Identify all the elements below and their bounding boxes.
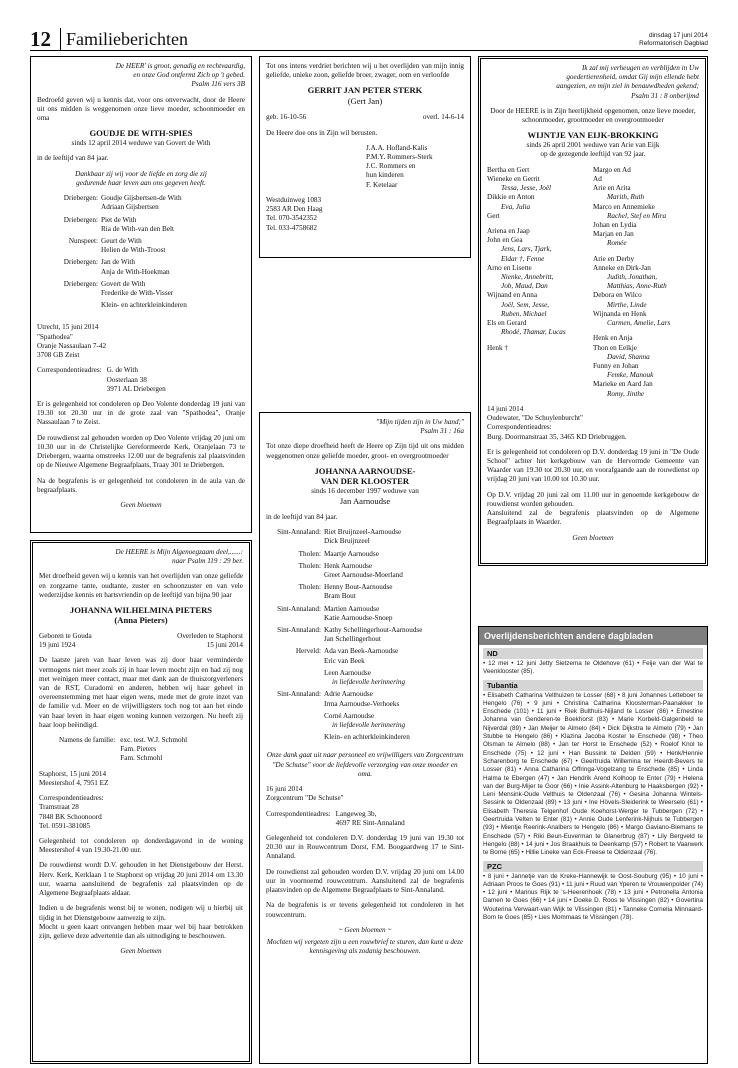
condolence-info: Gelegenheid tot condoleren D.V. donderdag 19 juni van 19.30 tot 20.30 uur in Rouwcentrum Dorst, F.M. Boogaardweg 17 te Sint-Annaland. [266, 833, 464, 861]
correspondence: Correspondentieadres: Tramstraat 28 7848 BK Schoonoord Tel. 0591-381085 [39, 794, 243, 831]
grandchildren-names: Nienke, Annebritt, [501, 273, 554, 282]
family-names [324, 605, 392, 623]
header-date-block [639, 32, 708, 48]
address-line: Meestershof 4, 7951 EZ [39, 778, 109, 787]
family-couple: Els en Gerard [487, 319, 527, 328]
birth-death: Geboren te Gouda 19 juni 1924 Overleden te Staphorst 15 juni 2014 [39, 631, 243, 650]
address-line: Tel. 070-3542352 [266, 214, 317, 223]
after-burial-info: Na de begrafenis is er tevens gelegenheid tot condoleren in het rouwcentrum. [266, 901, 464, 919]
family-couple: Ariena en Jaap [487, 226, 530, 235]
other-newspapers-title: Overlijdensberichten andere dagbladen [479, 627, 707, 645]
family-couple: John en Gea [487, 236, 523, 245]
family-couple: Arie en Arita [593, 184, 631, 193]
family-place: Herveld: [295, 647, 321, 656]
family-couple: Debora en Wilco [593, 291, 642, 300]
family-entry [266, 733, 464, 742]
family-name: Frederike de With-Visser [101, 289, 174, 298]
family-couple: Anneke en Dirk-Jan [593, 263, 651, 272]
family-entry [37, 194, 245, 212]
attendance-note: Indien u de begrafenis wenst bij te wonen, nodigen wij u hierbij uit tijdig in het Dienstgebouw aanwezig te zijn. [39, 904, 243, 922]
family-couple: Funny en Johan [593, 362, 639, 370]
family-name: Klein- en achterkleinkinderen [324, 733, 410, 742]
condolence-info: Er is gelegenheid tot condoleren op D.V. donderdag 19 juni in "De Oude School" achter het kerkgebouw van de Hervormde Gemeente van Waarder van 19.30 tot 20.30 uur, en voorafgaande aan de rouwdienst op vrijdag 20 juni van 10.00 tot 10.30 uur. [487, 447, 699, 484]
newspaper-tag: ND [483, 648, 703, 659]
family-entry [37, 301, 245, 310]
age: in de leeftijd van 84 jaar. [266, 512, 338, 521]
service-info: De rouwdienst zal gehouden worden op Deo Volente vrijdag 20 juni om 10.30 uur in de Christelijke Gereformeerde Kerk, Oranjelaan 73 te Driebergen, waarna omstreeks 12.00 uur de begrafenis zal plaatsvinden op de Nieuwe Algemene Begraafplaats, Traay 301 te Driebergen. [37, 433, 245, 470]
family-name: Riet Bruijnzeel-Aarnoudse [324, 528, 402, 537]
family-name: Kathy Schellingerhout-Aarnoudse [324, 626, 423, 635]
family-line: Fam. Pieters [120, 745, 157, 754]
thanks: Onze dank gaat uit naar personeel en vrijwilligers van Zorgcentrum "De Schutse" voor de liefdevolle verzorging van onze moeder en oma. [266, 751, 464, 778]
family-names [324, 647, 398, 665]
grandchildren-names: Eva, Julia [501, 202, 531, 211]
grandchildren-names: Carmen, Amelie, Lars [607, 319, 671, 328]
newspaper-section [483, 648, 703, 677]
family-entry [266, 626, 464, 644]
grandchildren-names: Ruben, Michael [501, 309, 547, 318]
verse: Ik zal mij verheugen en verblijden in Uw goedertierenheid, omdat Gij mijn ellende hebt aangezien, en mijn ziel in benauwdheden gekend; Psalm 31 : 8 onberijmd [556, 64, 699, 100]
grandchildren-names: Matthias, Anne-Ruth [607, 282, 667, 291]
grandchildren-names: Rhodé, Thamar, Lucas [501, 328, 566, 337]
family-name: Jan Schellingerhout [324, 635, 381, 644]
grandchildren-names: Rachel, Stef en Mira [607, 211, 667, 220]
family-list [37, 194, 245, 313]
family-name: Henny Bout-Aarnoudse [324, 583, 393, 592]
family-line: Fam. Schmohl [120, 754, 163, 763]
family-columns [487, 166, 699, 399]
family-place: Driebergen: [63, 215, 98, 224]
correspondence-line: Langeweg 3b, [335, 809, 377, 818]
address-line: Oudewater, "De Schuylenburcht" [487, 414, 583, 423]
family-signature: Namens de familie: exc. test. W.J. Schmohl Fam. Pieters Fam. Schmohl [59, 736, 188, 763]
closing-note: Geen bloemen [572, 533, 614, 542]
family-name: Piet de With [101, 215, 137, 224]
family-name: Ria de With-van den Belt [101, 224, 175, 233]
family-line: J.C. Rommers en [366, 162, 416, 171]
grandchildren-names: David, Shanna [607, 352, 650, 361]
family-line: exc. test. W.J. Schmohl [120, 736, 188, 745]
address-line: Utrecht, 15 juni 2014 [37, 323, 99, 332]
address-line: "Spathodea" [37, 332, 73, 341]
family-entry [266, 528, 464, 546]
family-names [324, 583, 392, 601]
family-couple: Ad [593, 174, 602, 183]
condolence-info: Er is gelegenheid tot condoleren op Deo Volente donderdag 19 juni van 19.30 tot 20.30 uur in de grote zaal van "Spathodea", Oranje Nassaulaan 7 te Zeist. [37, 400, 245, 427]
family-entry [37, 237, 245, 255]
family-names [101, 237, 165, 255]
family-couple: Marieke en Aard Jan [593, 380, 653, 389]
family-name: Adriaan Gijsbertsen [101, 203, 159, 212]
family-couple: Wijnanda en Henk [593, 309, 647, 318]
correspondence-line: G. de With [106, 366, 138, 375]
after-burial-info: Na de begrafenis is er gelegenheid tot condoleren in de aula van de begraafplaats. [37, 476, 245, 494]
family-place: Tholen: [298, 561, 321, 570]
family-name: Henk Aarnoudse [324, 561, 373, 570]
family-place: Driebergen: [63, 194, 98, 203]
address-line: Westduinweg 1083 [266, 195, 322, 204]
family-name: Geurt de With [101, 236, 142, 245]
family-entry [266, 712, 464, 730]
newspaper-entries: • Elisabeth Catharina Velthuizen te Losser (68) • 8 juni Johannes Letteboer te Hengelo (76) • 9 juni • Christina Catharina Kloosterman-Paanakker te Enschede (101) • 11 juni • Riek Bulthuis-Nijland te Losser (86) • Ernestine Johanna van Genderen-te Boekhorst (83) • Marie Korbeld-Galgenbeld te Nijverdal (89) • Jan Meijer te Almelo (84) • Dick Dijkstra te Almelo (79) • Jan Stubbe te Hengelo (86) • Klazina Jacoba Koster te Enschede (98) • Theo Olsman te Almelo (88) • Jan ter Horst te Enschede (52) • Roelof Knol te Enschede (75) • 12 juni • Han Bussink te Delden (59) • Henk/Hennie Scharenborg te Enschede (67) • Geertruida Willemina ter Heerdt-Bevers te Losser (81) • Anna Catharina Offringa-Vogelzang te Enschede (85) • Linda Halma te Ebergen (47) • Jan Hendrik Arend Kolhoop te Enter (79) • Helena van der Burg-Mijer te Goor (66) • Inie Assink-Altenburg te Haaksbergen (92) • Leni Mensink-Oude Velthuis te Oldenzaal (76) • Gesina Johanna Wintels-Sessink te Oldenzaal (89) • 13 juni • Ine Hövels-Sleiderink te Weerselo (61) • Elisabeth Theresia Telgenhof Oude Koehorst-Werger te Tubbergen (72) • Geertruida Velten te Enter (81) • Annie Oude Lenferink-Nijhuis te Tubbergen (93) • Mientje Reerink-Analbers te Hengelo (86) • Margo Gaviano-Biemans te Enschede (57) • Riki Beun-Euverman te Glanerbrug (87) • Lily Bergveld te Hengelo (88) • 14 juni • Jos Braakhuis te Deenkamp (57) • Robert te Vaarwerk te Borne (65) • Hillie Lineke van Eck-Freese te Oldenzaal (76). [483, 691, 703, 857]
family-place: Nunspeet: [68, 236, 98, 245]
grandchildren-names: Jens, Lars, Tjark, [501, 245, 552, 254]
family-place: Tholen: [298, 549, 321, 558]
verse: De HEER' is groot, genadig en rechtvaardig, en onze God ontfermt Zich op 't gebed. Psalm 116 vers 3B [115, 62, 245, 89]
family-couple: Henk † [487, 343, 508, 352]
correspondence-line: Tramstraat 28 [39, 803, 79, 812]
memorial-note: in liefdevolle herinnering [332, 678, 406, 687]
closing-note: ~ Geen bloemen ~ [338, 925, 392, 934]
address-line: Staphorst, 15 juni 2014 [39, 769, 107, 778]
deceased-nickname: (Gert Jan) [347, 96, 383, 107]
family-couple: Thon en Eelkje [593, 343, 637, 352]
family-entry [266, 647, 464, 665]
obituary-de-with [30, 56, 252, 533]
family-name: Anja de With-Hoekman [101, 267, 170, 276]
address-line: Tel. 033-4758682 [266, 223, 317, 232]
family-entry [266, 562, 464, 580]
family-names [101, 216, 174, 234]
family-couple: Henk en Anja [593, 334, 633, 343]
address-line: 14 juni 2014 [487, 404, 524, 413]
newspaper-tag: PZC [483, 861, 703, 872]
family-couple: Johan en Lydia [593, 220, 637, 229]
family-place [266, 733, 324, 742]
family-couple: Wijnand en Anna [487, 291, 538, 300]
family-name: Ada van Beek-Aarnoudse [324, 647, 399, 656]
address-line: Correspondentieadres: [487, 423, 552, 432]
correspondence: Correspondentieadres: Langeweg 3b, 4697 RE Sint-Annaland [266, 809, 405, 827]
service-info: De rouwdienst zal gehouden worden D.V. vrijdag 20 juni om 14.00 uur in voornoemd rouwcentrum. Aansluitend zal de begrafenis plaatsvinden op de Algemene Begraafplaats te Sint-Annaland. [266, 867, 464, 895]
address-line: Zorgcentrum "De Schutse" [266, 794, 344, 803]
family-couple: Arno en Lisette [487, 263, 532, 272]
family-place: Sint-Annaland: [277, 690, 321, 699]
family-line: P.M.Y. Rommers-Sterk [366, 152, 433, 161]
newspaper-entries: • 8 juni • Jannetje van de Kreke-Hannewijk te Oost-Souburg (95) • 10 juni • Adriaan Proos te Goes (91) • 11 juni • Ruud van Yperen te Vrouwenpolder (74) • 12 juni • Marinus Rijk te 's-Heerenhoek (78) • 13 juni • Petronella Antonia Damen te Goes (66) • 14 juni • Doeke D. Roos te Vlissingen (82) • Govertina Wouterina Verwaart-van Wijk te Vlissingen (81) • Tanneke Cornelia Minnaard-Bom te Goes (85) • Lies Mommaas te Vlissingen (78). [483, 872, 703, 922]
address [37, 323, 245, 360]
family-place: Driebergen: [63, 279, 98, 288]
section-title: Familieberichten [60, 28, 188, 50]
family-names [101, 301, 187, 310]
correspondence: Correspondentieadres: G. de With Oosterlaan 38 3971 AL Driebergen [37, 366, 166, 393]
deceased-name: JOHANNA AARNOUDSE- VAN DER KLOOSTER [314, 465, 416, 486]
deceased-nickname: (Anna Pieters) [114, 614, 168, 625]
husband-name: Jan Aarnoudse [339, 495, 391, 506]
grandchildren-names: Tessa, Jesse, Joël [501, 184, 552, 193]
widow-of: sinds 12 april 2014 weduwe van Govert de With [71, 139, 211, 148]
family-entry [266, 690, 464, 708]
family-entry [37, 216, 245, 234]
footnote: Mochten wij vergeten zijn u een rouwbrief te sturen, dan kunt u deze kennisgeving als zodanig beschouwen. [266, 937, 464, 956]
family-line: J.A.A. Hofland-Kalis [366, 143, 428, 152]
address [266, 785, 464, 803]
thanks: Dankbaar zij wij voor de liefde en zorg die zij gedurende haar leven aan ons gegeven heeft. [75, 169, 207, 187]
condolence-info: Gelegenheid tot condoleren op donderdagavond in de woning Meestershof 4 van 19.30-21.00 uur. [39, 837, 243, 855]
obituary-van-eijk [478, 56, 708, 566]
newspaper-tag: Tubantia [483, 680, 703, 691]
family-names [324, 733, 410, 742]
family-couple: Bertha en Gert [487, 165, 530, 174]
family-place [266, 669, 324, 687]
address-line: 3708 GB Zeist [37, 351, 80, 360]
family-name: Klein- en achterkleinkinderen [101, 301, 187, 310]
invitation-note: Mocht u geen kaart ontvangen hebben maar wel bij haar betrokken zijn, gelieve deze advertentie dan als uitnodiging te beschouwen. [39, 922, 243, 940]
family-couple: Marjan en Jan [593, 230, 634, 239]
deceased-name: GOUDJE DE WITH-SPIES [89, 128, 193, 139]
intro: Tot ons intens verdriet berichten wij u het overlijden van mijn innig geliefde, unieke zoon, geliefde broer, zwager, oom en verloofde [266, 62, 464, 80]
family-name: Irma Aarnoudse-Verhoeks [324, 699, 400, 708]
family-names [101, 280, 173, 298]
issue-date: dinsdag 17 juni 2014 [649, 32, 708, 39]
family-names [324, 562, 403, 580]
family-place: Sint-Annaland: [277, 626, 321, 635]
grandchildren-names: Romée [607, 239, 627, 248]
family-name: Corné Aarnoudse [324, 711, 375, 720]
family-name: Bram Bout [324, 592, 356, 601]
address-line: Oranje Nassaulaan 7-42 [37, 341, 107, 350]
family-name: Katie Aarnoudse-Snoep [324, 613, 393, 622]
family-name: Maartje Aarnoudse [324, 549, 379, 558]
family-names [101, 194, 182, 212]
family-couple: Gert [487, 211, 500, 220]
verse: "Mijn tijden zijn in Uw hand;" Psalm 31 : 16a [376, 418, 464, 436]
service-info: De rouwdienst wordt D.V. gehouden in het Dienstgebouw der Herst. Herv. Kerk, Kerklaan 1 te Staphorst op vrijdag 20 juni 2014 om 13.30 uur, waarna aansluitend de begrafenis zal plaatsvinden op de Algemene Begraafplaats aldaar. [39, 861, 243, 898]
family-entry [37, 258, 245, 276]
grandchildren-names: Mirthe, Linde [607, 300, 647, 309]
correspondence-line: Tel. 0591-381085 [39, 821, 90, 830]
family-place: Tholen: [298, 583, 321, 592]
family-names [324, 690, 399, 708]
family-place: Sint-Annaland: [277, 604, 321, 613]
family-list [266, 528, 464, 745]
memorial-note: in liefdevolle herinnering [332, 721, 406, 729]
family-entry [266, 550, 464, 559]
family-names [324, 669, 405, 687]
intro: Met droefheid geven wij u kennis van het overlijden van onze geliefde en zorgzame tante, oudtante, zuster en schoonzuster en van vele wederzijdse kennis en hartsvriendin op de leeftijd van bijna 90 jaar [39, 572, 243, 599]
family-entry [37, 280, 245, 298]
family-couple: Wieneke en Gerrit [487, 174, 540, 183]
grandchildren-names: Judith, Jonathan, [607, 273, 658, 282]
family-name: Leen Aarnoudse [324, 668, 371, 677]
birth-death: geb. 16-10-56 overl. 14-6-14 [266, 113, 464, 122]
address [39, 770, 243, 788]
life-text: De laatste jaren van haar leven was zij door haar verminderde vermogens niet meer zoals zij in haar leven mocht zijn en had zij nog met weinigen meer contact, maar met dank aan de thuiszorgverleners van de RST, Curadomi en anderen, hebben wij haar geheel in overeenstemming met haar eigen wens, mede met de grote inzet van de familie v.d. Meer en de vrijwilligsters toch nog tot aan het einde van haar leven in haar eigen woning kunnen verzorgen. Nu heeft zij haar loop beëindigd. [39, 656, 243, 729]
newspaper-name: Reformatorisch Dagblad [639, 40, 708, 47]
deceased-name: GERRIT JAN PETER STERK [307, 85, 423, 96]
correspondence-line: Oosterlaan 38 [106, 375, 147, 384]
intro: Tot onze diepe droefheid heeft de Heere op Zijn tijd uit ons midden weggenomen onze geliefde moeder, groot- en overgrootmoeder [266, 442, 464, 460]
faith-line: De Heere doe ons in Zijn wil berusten. [266, 128, 378, 137]
family-place: Driebergen: [63, 258, 98, 267]
grandchildren-names: Job, Maud, Dan [501, 282, 548, 291]
newspaper-section [483, 861, 703, 923]
other-newspapers-obituaries [478, 626, 708, 1064]
correspondence-line: 3971 AL Driebergen [106, 384, 166, 393]
address-line: 2583 AR Den Haag [266, 205, 323, 214]
family-names [324, 626, 422, 644]
family-names [101, 258, 170, 276]
family-line: F. Ketelaar [366, 180, 398, 189]
family-names [324, 550, 379, 559]
family-names [324, 528, 401, 546]
family-couple: Arie en Derby [593, 254, 635, 263]
family-name: Govert de With [101, 279, 146, 288]
family-name: Dick Bruijnzeel [324, 537, 370, 546]
grandchildren-names: Romy, Jinthe [607, 389, 645, 398]
page-number: 12 [30, 27, 51, 51]
address-line: Burg. Doormanstraat 35, 3465 KD Driebruggen. [487, 432, 627, 441]
address-line: 16 juni 2014 [266, 785, 303, 794]
correspondence-line: 4697 RE Sint-Annaland [335, 818, 405, 827]
family-entry [266, 605, 464, 623]
family-name: Goudje Gijsbertsen-de With [101, 194, 182, 203]
family-name: Helien de With-Troost [101, 246, 166, 255]
address [487, 405, 699, 442]
family-couple: Marco en Annemieke [593, 202, 655, 211]
family-list [266, 144, 464, 190]
service-info: Op D.V. vrijdag 20 juni zal om 11.00 uur in genoemde kerkgebouw de rouwdienst worden gehouden. [487, 490, 699, 508]
burial-info: Aansluitend zal de begrafenis plaatsvinden op de Algemene Begraafplaats in Waarder. [487, 509, 699, 527]
family-entry [266, 583, 464, 601]
family-place [37, 301, 101, 310]
obituary-aarnoudse [259, 412, 471, 1064]
correspondence-line: 7848 BK Schoonoord [39, 812, 102, 821]
page-header [30, 27, 708, 51]
obituary-pieters [30, 540, 252, 1064]
closing-note: Geen bloemen [120, 500, 162, 509]
closing-note: Geen bloemen [120, 947, 162, 956]
family-entry [266, 669, 464, 687]
newspaper-entries: • 12 mei • 12 juni Jetty Sietzema te Oldehove (61) • Feije van der Wal te Veenklooster (85). [483, 660, 703, 676]
family-name: Adrie Aarnoudse [324, 690, 373, 699]
grandchildren-names: Femke, Manouk [607, 371, 654, 380]
family-name: Jan de With [101, 258, 135, 267]
grandchildren-names: Joël, Sem, Jesse, [501, 300, 550, 309]
deceased-name: WIJNTJE VAN EIJK-BROKKING [527, 130, 659, 141]
grandchildren-names: Marith, Ruth [607, 193, 645, 202]
address [266, 196, 464, 233]
age: in de leeftijd van 84 jaar. [37, 154, 109, 163]
obituary-sterk [259, 56, 471, 258]
family-couple: Dikkie en Anton [487, 193, 535, 202]
family-line: hun kinderen [366, 171, 404, 180]
newspaper-section [483, 680, 703, 858]
family-place [266, 712, 324, 730]
verse: De HEERE is Mijn Algenoegzaam deel,......: naar Psalm 119 : 29 ber. [115, 548, 243, 566]
family-name: Martien Aarnoudse [324, 604, 380, 613]
intro: Door de HEERE is in Zijn heerlijkheid opgenomen, onze lieve moeder, schoonmoeder, grootmoeder en overgrootmoeder [490, 106, 696, 125]
widow-of: sinds 16 december 1997 weduwe van [311, 486, 419, 495]
family-place: Sint-Annaland: [277, 528, 321, 537]
family-name: Greet Aarnoudse-Moerland [324, 570, 403, 579]
grandchildren-names: Eldar †, Fenne [501, 254, 545, 263]
family-names [324, 712, 405, 730]
family-name: Eric van Beek [324, 656, 365, 665]
deceased-name: JOHANNA WILHELMINA PIETERS [69, 605, 213, 616]
intro: Bedroefd geven wij u kennis dat, voor ons onverwacht, door de Heere uit ons midden is weggenomen onze lieve moeder, schoonmoeder en oma [37, 95, 245, 123]
family-couple: Margo en Ad [593, 165, 631, 174]
widow-of: sinds 26 april 2001 weduwe van Arie van Eijk op de gezegende leeftijd van 92 jaar. [526, 141, 660, 159]
